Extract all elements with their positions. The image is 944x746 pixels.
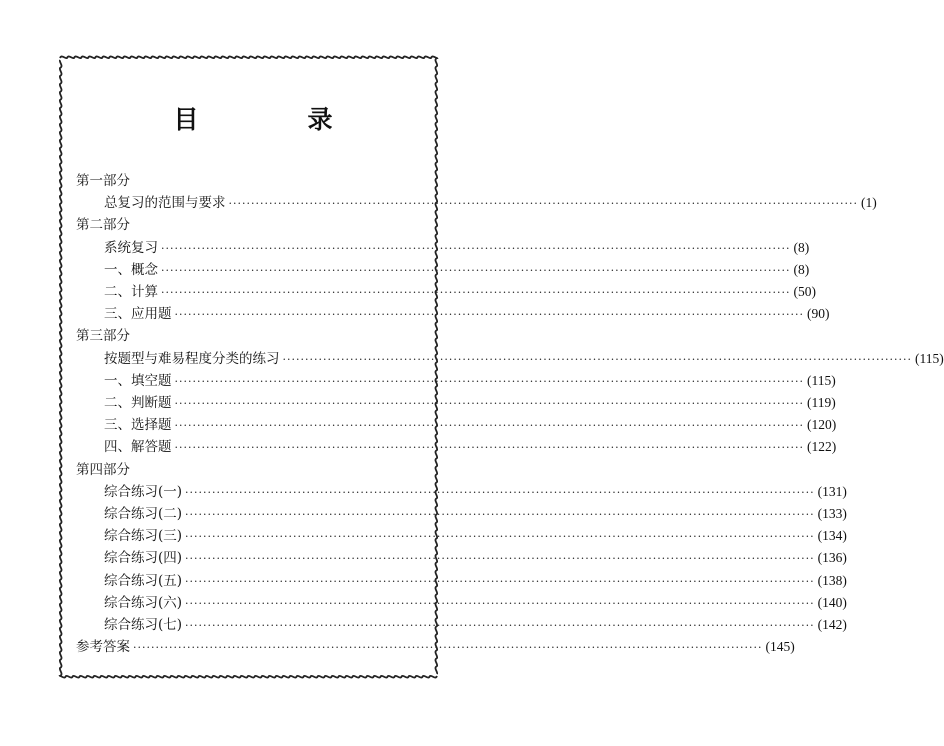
toc-entry-page: (122) [807,439,837,455]
dot-leader: ············································································································································ [185,508,815,521]
dot-leader: ············································································································································ [161,286,791,299]
dot-leader: ············································································································································ [185,485,815,499]
dot-leader: ············································································································································ [282,352,913,366]
toc-entry-page: (1) [861,195,877,211]
toc-entry-label: 系统复习 [104,239,158,256]
toc-entry-label: 综合练习(一) [104,483,183,500]
dot-leader: ············································································································································ [174,374,805,388]
dot-leader: ············································································································································ [161,263,791,277]
toc-entry-page: (50) [793,284,817,299]
toc-entry-label: 总复习的范围与要求 [104,195,226,212]
toc-entry-page: (145) [765,639,795,655]
toc-entry [104,238,810,258]
toc-entry-label: 一、概念 [104,261,158,278]
toc-entry-label: 综合练习(三) [104,528,183,545]
toc-entry [104,393,836,413]
toc-entry-page: (133) [817,506,847,521]
toc-entry-label: 综合练习(七) [104,617,183,633]
toc-entry [104,415,837,435]
toc-entry-page: (136) [817,550,847,566]
toc-entry-label: 二、判断题 [104,395,172,411]
toc-entry-label: 三、选择题 [104,417,172,434]
toc-entry-page: (120) [807,417,837,433]
toc-entry-label: 综合练习(四) [104,550,183,567]
toc-entry-label: 一、填空题 [104,372,172,389]
toc-part-heading: 第四部分 [76,461,130,478]
toc-entry [104,526,847,546]
dot-leader: ············································································································································ [185,596,815,610]
dot-leader: ············································································································································ [185,574,815,588]
toc-part-heading: 第三部分 [76,328,130,345]
toc-entry-page: (8) [793,239,810,255]
toc-entry [104,593,847,613]
toc-entry-page: (90) [807,306,830,322]
toc-entry-label: 三、应用题 [104,306,172,323]
dot-leader: ············································································································································ [174,441,805,455]
toc-entry-label: 四、解答题 [104,439,172,456]
toc-part-heading: 第二部分 [76,217,130,234]
dot-leader: ············································································································································ [133,641,763,655]
dot-leader: ············································································································································ [161,241,791,255]
page-title: 目 录 [173,105,375,134]
dot-leader: ············································································································································ [185,552,815,566]
toc-entry [104,571,847,591]
dot-leader: ············································································································································ [185,530,815,544]
toc-entry [104,615,847,635]
toc-entry-page: (119) [807,395,836,410]
toc-entry-answers [76,637,795,657]
toc-entry [104,282,817,302]
toc-entry-page: (115) [807,372,836,388]
toc-entry-label: 综合练习(六) [104,594,183,611]
toc-entry-page: (140) [817,594,847,610]
toc-entry-page: (8) [793,261,810,277]
toc-part-heading: 第一部分 [76,173,130,189]
dot-leader: ············································································································································ [174,419,805,433]
toc-entry-label: 按题型与难易程度分类的练习 [104,350,280,367]
dot-leader: ············································································································································ [185,619,815,632]
toc-entry [104,504,847,524]
toc-entry-label: 综合练习(五) [104,572,183,589]
toc-entry [104,349,944,369]
toc-entry [104,548,847,568]
toc-entry-page: (115) [915,350,944,366]
toc-entry-page: (142) [817,617,847,632]
toc-entry [104,193,877,213]
toc-entry-page: (138) [817,572,847,588]
toc-entry-label: 二、计算 [104,284,158,300]
toc-entry-page: (134) [817,528,847,544]
toc-entry [104,304,830,324]
toc-entry-label: 综合练习(二) [104,506,183,522]
dot-leader: ············································································································································ [174,308,805,322]
toc-entry [104,260,810,280]
toc-entry-page: (131) [817,483,847,499]
toc-entry-label: 参考答案 [76,639,130,656]
toc-entry [104,482,847,502]
dot-leader: ············································································································································ [174,397,805,410]
toc-entry [104,371,836,391]
toc-entry [104,437,837,457]
dot-leader: ············································································································································ [228,197,859,211]
